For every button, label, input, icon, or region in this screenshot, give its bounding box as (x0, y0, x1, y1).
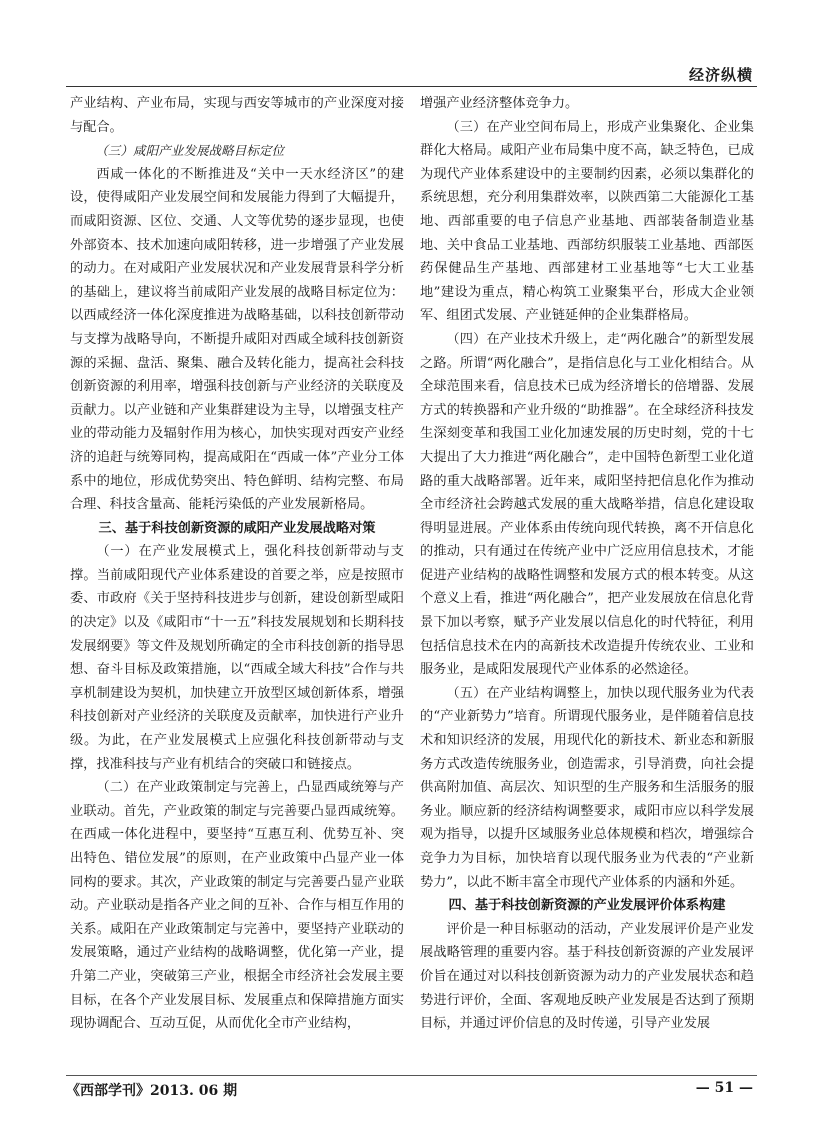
paragraph: （三）在产业空间布局上，形成产业集聚化、企业集群化大格局。咸阳产业布局集中度不高，缺乏特色，已成为现代产业体系建设中的主要制约因素，必须以集群化的系统思想，充分利用集群效率，以陕西第二大能源化工基地、西部重要的电子信息产业基地、西部装备制造业基地、关中食品工业基地、西部纺织服装工业基地、西部医药保健品生产基地、西部建材工业基地等“七大工业基地”建设为重点，精心构筑工业聚集平台，形成大企业领军、组团式发展、产业链延伸的企业集群格局。 (420, 119, 754, 324)
journal-citation: 《西部学刊》2013. 06 期 (66, 1083, 238, 1099)
paragraph: （二）在产业政策制定与完善上，凸显西咸统筹与产业联动。首先，产业政策的制定与完善要凸显西咸统筹。在西咸一体化进程中，要坚持“互惠互利、优势互补、突出特色、错位发展”的原则，在产业政策中凸显产业一体同构的要求。其次，产业政策的制定与完善要凸显产业联动。产业联动是指各产业之间的互补、合作与相互作用的关系。咸阳在产业政策制定与完善中，要坚持产业联动的发展策略，通过产业结构的战略调整，优化第一产业，提升第二产业，突破第三产业，根据全市经济社会发展主要目标，在各个产业发展目标、发展重点和保障措施方面实现协调配合、互动互促，从而优化全市产业结构， (70, 780, 404, 1032)
page-number: — 51 — (695, 1080, 753, 1096)
right-column (420, 92, 754, 1036)
footer-divider (66, 1075, 757, 1076)
paragraph: （五）在产业结构调整上，加快以现代服务业为代表的“产业新势力”培育。所谓现代服务业，是伴随着信息技术和知识经济的发展，用现代化的新技术、新业态和新服务方式改造传统服务业，创造需求，引导消费，向社会提供高附加值、高层次、知识型的生产服务和生活服务的服务业。顺应新的经济结构调整要求，咸阳市应以科学发展观为指导，以提升区域服务业总体规模和档次，增强综合竞争力为目标，加快培育以现代服务业为代表的“产业新势力”，以此不断丰富全市现代产业体系的内涵和外延。 (420, 685, 754, 890)
section-heading: 三、基于科技创新资源的咸阳产业发展战略对策 (98, 520, 376, 536)
left-column (70, 92, 404, 1036)
section-heading: 四、基于科技创新资源的产业发展评价体系构建 (448, 898, 726, 914)
paragraph: （一）在产业发展模式上，强化科技创新带动与支撑。当前咸阳现代产业体系建设的首要之举，应是按照市委、市政府《关于坚持科技进步与创新，建设创新型咸阳的决定》以及《咸阳市“十一五”科技发展规划和长期科技发展纲要》等文件及规划所确定的全市科技创新的指导思想、奋斗目标及政策措施，以“西咸全域大科技”合作与共享机制建设为契机，加快建立开放型区域创新体系，增强科技创新对产业经济的关联度及贡献率，加快进行产业升级。为此，在产业发展模式上应强化科技创新带动与支撑，找准科技与产业有机结合的突破口和链接点。 (70, 544, 404, 772)
subsection-heading: （三）咸阳产业发展战略目标定位 (95, 143, 285, 159)
paragraph: 评价是一种目标驱动的活动，产业发展评价是产业发展战略管理的重要内容。基于科技创新资源的产业发展评价旨在通过对以科技创新资源为动力的产业发展状态和趋势进行评价，全面、客观地反映产业发展是否达到了预期目标，并通过评价信息的及时传递，引导产业发展 (420, 921, 754, 1032)
paragraph-continued: 产业结构、产业布局，实现与西安等城市的产业深度对接与配合。 (70, 96, 404, 135)
page-header-title: 经济纵横 (688, 66, 753, 84)
header-divider (66, 86, 757, 87)
paragraph: 西咸一体化的不断推进及“关中一天水经济区”的建设，使得咸阳产业发展空间和发展能力得到了大幅提升，而咸阳资源、区位、交通、人文等优势的逐步显现，也使外部资本、技术加速向咸阳转移，进一步增强了产业发展的动力。在对咸阳产业发展状况和产业发展背景科学分析的基础上，建议将当前咸阳产业发展的战略目标定位为：以西咸经济一体化深度推进为战略基础，以科技创新带动与支撑为战略导向，不断提升咸阳对西咸全域科技创新资源的采掘、盘活、聚集、融合及转化能力，提高社会科技创新资源的利用率，增强科技创新与产业经济的关联度及贡献力。以产业链和产业集群建设为主导，以增强支柱产业的带动能力及辐射作用为核心，加快实现对西安产业经济的追赶与统筹同构，提高咸阳在“西咸一体”产业分工体系中的地位，形成优势突出、特色鲜明、结构完整、布局合理、科技含量高、能耗污染低的产业发展新格局。 (70, 166, 404, 513)
paragraph-continued: 增强产业经济整体竞争力。 (420, 96, 579, 111)
paragraph: （四）在产业技术升级上，走“两化融合”的新型发展之路。所谓“两化融合”，是指信息化与工业化相结合。从全球范围来看，信息技术已成为经济增长的倍增器、发展方式的转换器和产业升级的“助推器”。在全球经济科技发生深刻变革和我国工业化加速发展的历史时刻，党的十七大提出了大力推进“两化融合”，走中国特色新型工业化道路的重大战略部署。近年来，咸阳坚持把信息化作为推动全市经济社会跨越式发展的重大战略举措，信息化建设取得明显进展。产业体系由传统向现代转换，离不开信息化的推动，只有通过在传统产业中广泛应用信息技术，才能促进产业结构的战略性调整和发展方式的根本转变。从这个意义上看，推进“两化融合”，把产业发展放在信息化背景下加以考察，赋予产业发展以信息化的时代特征，利用包括信息技术在内的高新技术改造提升传统农业、工业和服务业，是咸阳发展现代产业体系的必然途径。 (420, 331, 754, 678)
